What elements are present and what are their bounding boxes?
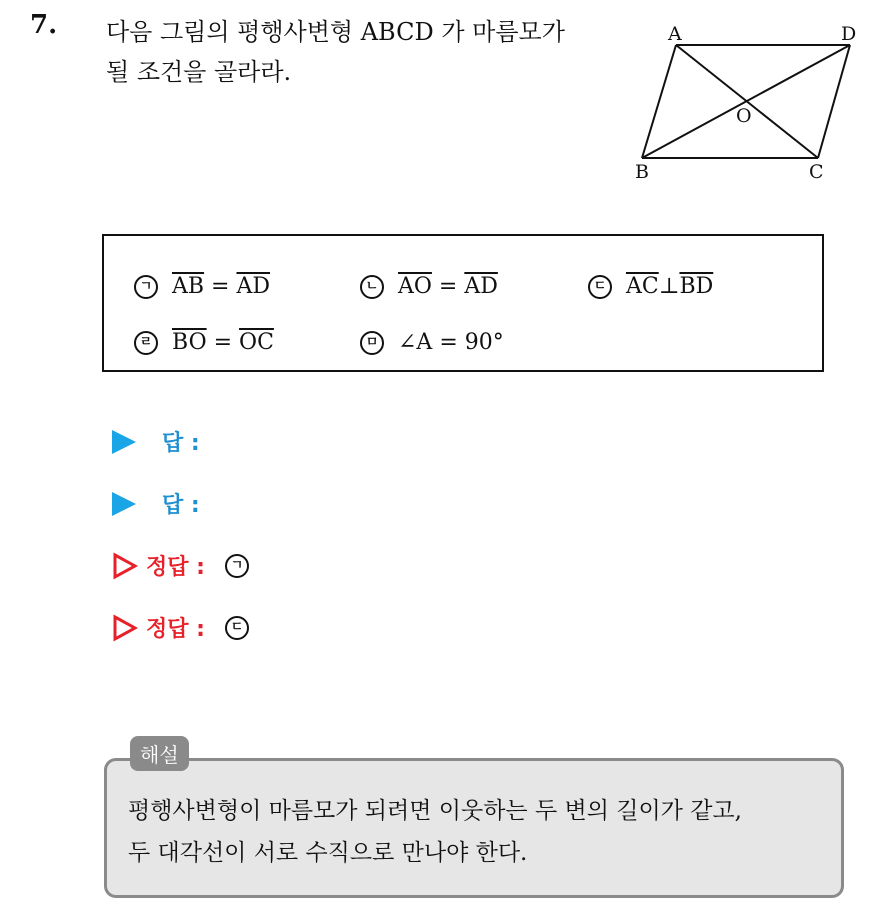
choice-2: [360, 274, 498, 299]
explanation-line2: 두 대각선이 서로 수직으로 만나야 한다.: [128, 840, 528, 866]
segment-ab: $\overline{AB}$: [172, 274, 205, 299]
answer-label: 답 :: [162, 493, 200, 518]
equals-sign: =: [206, 330, 240, 355]
center-label-o: O: [736, 105, 752, 127]
play-arrow-icon: [112, 430, 136, 454]
answer-row-2: [112, 488, 200, 519]
question-text-line2: 될 조건을 골라라.: [106, 58, 292, 86]
side-dc: [818, 45, 850, 158]
diagonal-bd: [642, 45, 850, 158]
explanation-tag: 해설: [130, 736, 189, 771]
choice-3: [588, 274, 713, 299]
play-arrow-icon: [112, 492, 136, 516]
choice-marker-3: ㄷ: [588, 275, 612, 299]
vertex-label-c: C: [809, 161, 824, 183]
segment-ac: $\overline{AC}$: [626, 274, 659, 299]
outline-arrow-icon: [112, 614, 138, 642]
answer-label: 답 :: [162, 431, 200, 456]
choice-5: [360, 330, 504, 355]
choice-marker-1: ㄱ: [134, 275, 158, 299]
vertex-label-b: B: [635, 161, 649, 183]
equals-sign: =: [204, 274, 237, 299]
question-text-line1: 다음 그림의 평행사변형 ABCD 가 마름모가: [106, 18, 565, 46]
correct-answer-value: ㄱ: [225, 554, 249, 578]
segment-bd: $\overline{BD}$: [679, 274, 714, 299]
correct-answer-value: ㄷ: [225, 616, 249, 640]
equals-sign: =: [431, 274, 465, 299]
segment-oc: $\overline{OC}$: [239, 330, 274, 355]
correct-answer-label: 정답 :: [146, 617, 205, 642]
choice-marker-4: ㄹ: [134, 331, 158, 355]
side-ba: [642, 45, 676, 158]
vertex-label-a: A: [668, 23, 682, 45]
angle-a-condition: ∠A = 90°: [398, 330, 504, 355]
parallelogram-figure: [628, 20, 868, 190]
explanation-box: [104, 758, 844, 898]
segment-ad: $\overline{AD}$: [236, 274, 271, 299]
outline-arrow-icon: [112, 552, 138, 580]
choice-marker-5: ㅁ: [360, 331, 384, 355]
segment-bo: $\overline{BO}$: [172, 330, 207, 355]
explanation-line1: 평행사변형이 마름모가 되려면 이웃하는 두 변의 길이가 같고,: [128, 798, 742, 824]
segment-ad: $\overline{AD}$: [464, 274, 498, 299]
correct-answer-row-2: [112, 612, 263, 643]
question-number: 7.: [30, 10, 58, 40]
choice-1: [134, 274, 270, 299]
correct-answer-label: 정답 :: [146, 555, 205, 580]
correct-answer-row-1: [112, 550, 263, 581]
perpendicular-sign: ⊥: [658, 274, 680, 299]
segment-ao: $\overline{AO}$: [398, 274, 432, 299]
answer-row-1: [112, 426, 200, 457]
vertex-label-d: D: [841, 23, 857, 45]
choices-box: [102, 234, 824, 372]
choice-4: [134, 330, 274, 355]
choice-marker-2: ㄴ: [360, 275, 384, 299]
